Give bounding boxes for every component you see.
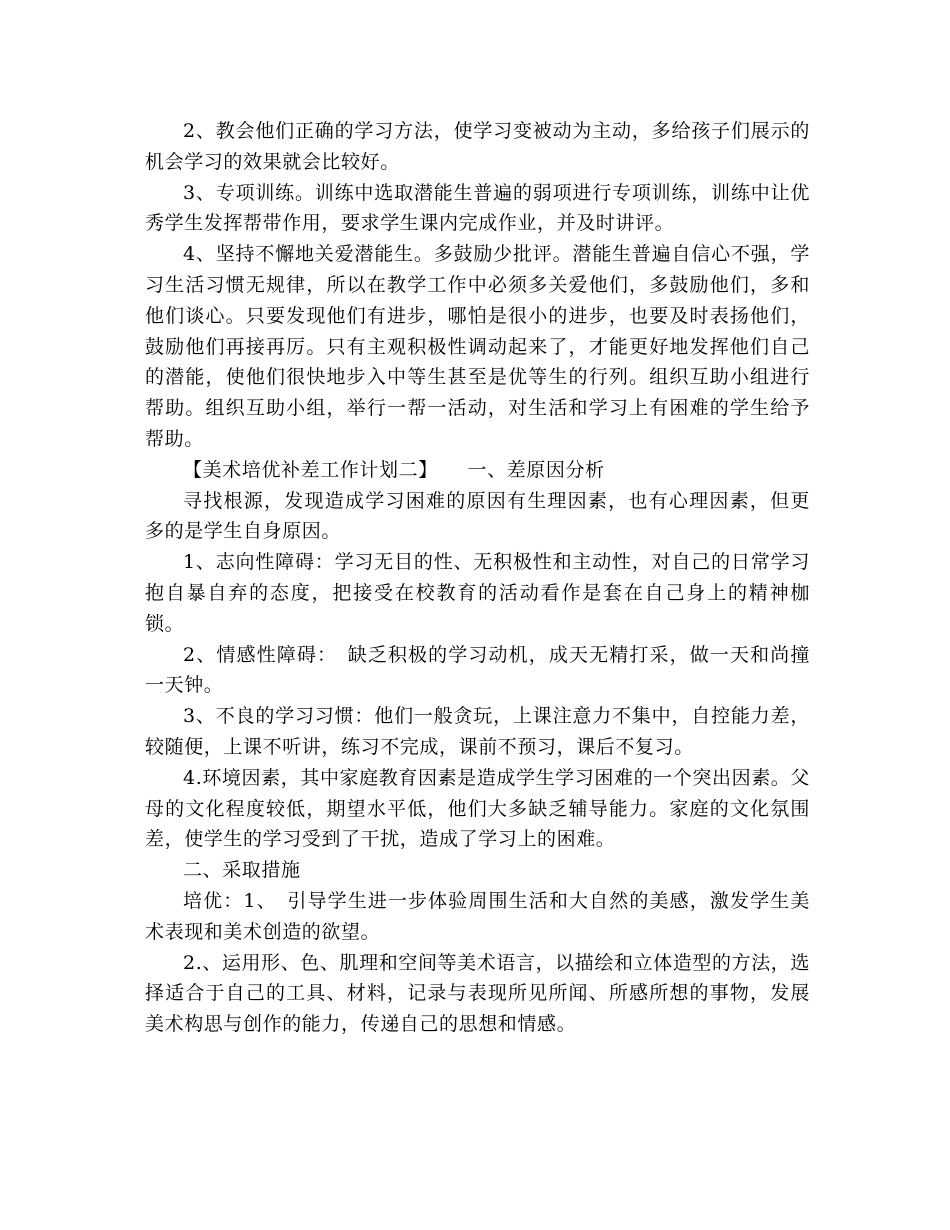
- paragraph-motivation-barrier: 1、志向性障碍：学习无目的性、无积极性和主动性，对自己的日常学习抱自暴自弃的态度，把接受在校教育的活动看作是套在自己身上的精神枷锁。: [145, 551, 810, 635]
- section-heading-plan-two: 【美术培优补差工作计划二】 一、差原因分析: [183, 458, 605, 481]
- paragraph-teaching-method: 2、教会他们正确的学习方法，使学习变被动为主动，多给孩子们展示的机会学习的效果就会比较好。: [145, 120, 810, 173]
- paragraph-enrichment-1: 培优：1、 引导学生进一步体验周围生活和大自然的美感，激发学生美术表现和美术创造的欲望。: [145, 889, 810, 943]
- document-page: [145, 116, 810, 1040]
- paragraph-special-training: 3、专项训练。训练中选取潜能生普遍的弱项进行专项训练，训练中让优秀学生发挥帮带作用，要求学生课内完成作业，并及时讲评。: [145, 181, 810, 235]
- section-heading-measures: 二、采取措施: [183, 859, 301, 882]
- paragraph-bad-habits: 3、不良的学习习惯：他们一般贪玩，上课注意力不集中，自控能力差，较随便，上课不听讲，练习不完成，课前不预习，课后不复习。: [145, 705, 810, 758]
- paragraph-emotional-barrier: 2、情感性障碍： 缺乏积极的学习动机，成天无精打采，做一天和尚撞一天钟。: [145, 643, 810, 697]
- paragraph-care-for-students: 4、坚持不懈地关爱潜能生。多鼓励少批评。潜能生普遍自信心不强，学习生活习惯无规律，所以在教学工作中必须多关爱他们，多鼓励他们，多和他们谈心。只要发现他们有进步，哪怕是很小的进步，也要及时表扬他们，鼓励他们再接再厉。只有主观积极性调动起来了，才能更好地发挥他们自己的潜能，使他们很快地步入中等生甚至是优等生的行列。组织互助小组进行帮助。组织互助小组，举行一帮一活动，对生活和学习上有困难的学生给予帮助。: [145, 243, 810, 450]
- paragraph-enrichment-2: 2.、运用形、色、肌理和空间等美术语言，以描绘和立体造型的方法，选择适合于自己的工具、材料，记录与表现所见所闻、所感所想的事物，发展美术构思与创作的能力，传递自己的思想和情感。: [145, 951, 810, 1036]
- paragraph-root-causes: 寻找根源，发现造成学习困难的原因有生理因素，也有心理因素，但更多的是学生自身原因。: [145, 489, 810, 543]
- paragraph-environment: 4.环境因素，其中家庭教育因素是造成学生学习困难的一个突出因素。父母的文化程度较低，期望水平低，他们大多缺乏辅导能力。家庭的文化氛围差，使学生的学习受到了干扰，造成了学习上的困难。: [145, 766, 810, 851]
